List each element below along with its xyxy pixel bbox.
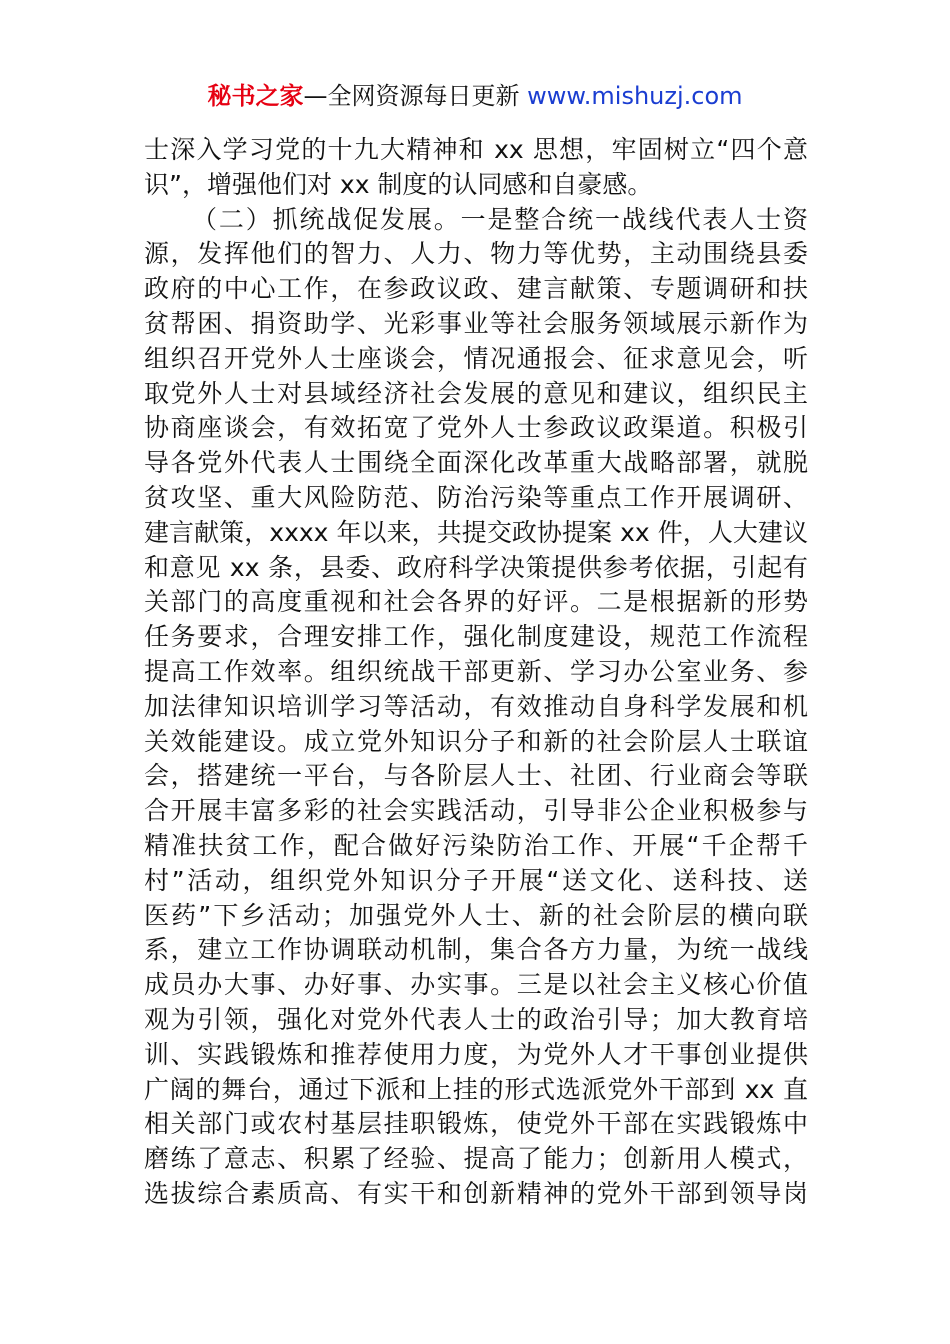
text-line: 任务要求，合理安排工作，强化制度建设，规范工作流程 xyxy=(144,622,808,652)
text-line: 建言献策，xxxx 年以来，共提交政协提案 xx 件，人大建议 xyxy=(144,517,808,547)
text-line: 关部门的高度重视和社会各界的好评。二是根据新的形势 xyxy=(144,587,808,617)
header-tagline: —全网资源每日更新 xyxy=(303,82,528,110)
text-line: 贫帮困、捐资助学、光彩事业等社会服务领域展示新作为 xyxy=(144,308,808,338)
text-line: 政府的中心工作，在参政议政、建言献策、专题调研和扶 xyxy=(144,274,808,304)
text-line: 组织召开党外人士座谈会，情况通报会、征求意见会，听 xyxy=(144,343,808,373)
text-line: 相关部门或农村基层挂职锻炼，使党外干部在实践锻炼中 xyxy=(144,1109,808,1139)
text-line: 识”，增强他们对 xx 制度的认同感和自豪感。 xyxy=(144,169,653,199)
text-line: 观为引领，强化对党外代表人士的政治引导；加大教育培 xyxy=(144,1004,808,1034)
header-site-link[interactable]: www.mishuzj.com xyxy=(527,82,743,110)
paragraph-start-line: （二）抓统战促发展。一是整合统一战线代表人士资 xyxy=(192,204,808,234)
text-line: 精准扶贫工作，配合做好污染防治工作、开展“千企帮千 xyxy=(144,830,808,860)
document-body xyxy=(144,133,808,1212)
text-line: 协商座谈会，有效拓宽了党外人士参政议政渠道。积极引 xyxy=(144,413,808,443)
text-line: 广阔的舞台，通过下派和上挂的形式选派党外干部到 xx 直 xyxy=(144,1074,808,1104)
text-line: 医药”下乡活动；加强党外人士、新的社会阶层的横向联 xyxy=(144,900,808,930)
text-line: 士深入学习党的十九大精神和 xx 思想，牢固树立“四个意 xyxy=(144,135,808,164)
text-line: 选拔综合素质高、有实干和创新精神的党外干部到领导岗 xyxy=(144,1178,808,1208)
text-line: 关效能建设。成立党外知识分子和新的社会阶层人士联谊 xyxy=(144,726,808,756)
text-line: 磨练了意志、积累了经验、提高了能力；创新用人模式， xyxy=(144,1144,808,1174)
text-line: 成员办大事、办好事、办实事。三是以社会主义核心价值 xyxy=(144,970,808,1000)
page-header xyxy=(0,76,950,116)
text-line: 合开展丰富多彩的社会实践活动，引导非公企业积极参与 xyxy=(144,796,808,826)
text-line: 系，建立工作协调联动机制，集合各方力量，为统一战线 xyxy=(144,935,808,965)
text-line: 和意见 xx 条，县委、政府科学决策提供参考依据，引起有 xyxy=(144,552,808,582)
header-brand: 秘书之家 xyxy=(207,82,304,110)
text-line: 源，发挥他们的智力、人力、物力等优势，主动围绕县委 xyxy=(144,239,808,269)
text-line: 加法律知识培训学习等活动，有效推动自身科学发展和机 xyxy=(144,691,808,721)
text-line: 会，搭建统一平台，与各阶层人士、社团、行业商会等联 xyxy=(144,761,808,791)
text-line: 村”活动，组织党外知识分子开展“送文化、送科技、送 xyxy=(144,865,808,895)
text-line: 提高工作效率。组织统战干部更新、学习办公室业务、参 xyxy=(144,656,808,686)
text-line: 贫攻坚、重大风险防范、防治污染等重点工作开展调研、 xyxy=(144,482,808,512)
text-line: 取党外人士对县域经济社会发展的意见和建议，组织民主 xyxy=(144,378,808,408)
text-line: 导各党外代表人士围绕全面深化改革重大战略部署，就脱 xyxy=(144,448,808,478)
text-line: 训、实践锻炼和推荐使用力度，为党外人才干事创业提供 xyxy=(144,1039,808,1069)
